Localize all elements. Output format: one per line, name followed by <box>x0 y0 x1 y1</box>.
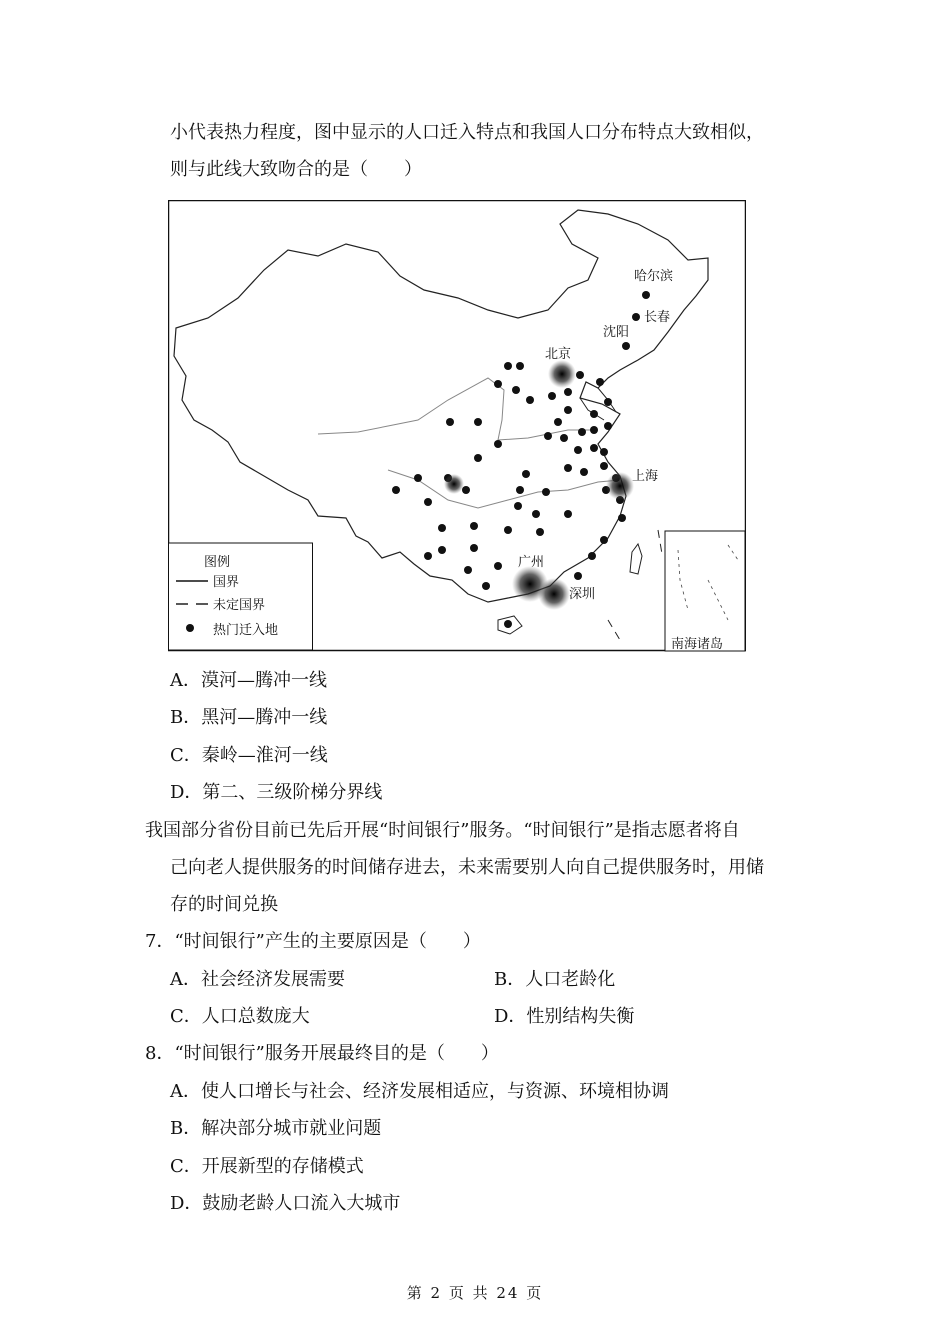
q8-stem: 8．“时间银行”服务开展最终目的是（ ） <box>145 1043 499 1064</box>
q6-option-b: B．黑河—腾冲一线 <box>170 707 328 728</box>
q8-option-d: D．鼓励老龄人口流入大城市 <box>170 1193 401 1214</box>
legend-title: 图例 <box>204 555 231 570</box>
q7-option-a: A．社会经济发展需要 <box>170 969 345 990</box>
passage-line-1: 我国部分省份目前已先后开展“时间银行”服务。“时间银行”是指志愿者将自 <box>145 820 740 841</box>
legend-undetermined-border: 未定国界 <box>213 598 266 613</box>
beijing-hotspot <box>548 360 576 388</box>
q7-stem: 7．“时间银行”产生的主要原因是（ ） <box>145 931 481 952</box>
q6-option-d: D．第二、三级阶梯分界线 <box>170 782 383 803</box>
q8-option-b: B．解决部分城市就业问题 <box>170 1118 382 1139</box>
city-label-shenzhen: 深圳 <box>569 587 596 602</box>
legend-hot-destination: 热门迁入地 <box>213 623 279 638</box>
city-label-shenyang: 沈阳 <box>603 325 630 340</box>
page-footer: 第 2 页 共 24 页 <box>406 1284 544 1302</box>
city-label-harbin: 哈尔滨 <box>634 269 674 284</box>
inset-label: 南海诸岛 <box>671 637 724 652</box>
passage-line-3: 存的时间兑换 <box>170 894 278 915</box>
q7-option-d: D．性别结构失衡 <box>494 1006 635 1027</box>
q7-option-c: C．人口总数庞大 <box>170 1006 310 1027</box>
shenzhen-hotspot <box>538 578 570 610</box>
intro-line-2: 则与此线大致吻合的是（ ） <box>170 159 422 180</box>
chengdu-hotspot <box>444 474 464 494</box>
q8-option-c: C．开展新型的存储模式 <box>170 1156 364 1177</box>
china-migration-map <box>168 200 746 652</box>
q6-option-c: C．秦岭—淮河一线 <box>170 745 328 766</box>
q6-option-a: A．漠河—腾冲一线 <box>170 670 327 691</box>
map-legend <box>169 543 313 650</box>
legend-dot-icon <box>186 624 194 632</box>
legend-national-border: 国界 <box>213 575 240 590</box>
passage-line-2: 己向老人提供服务的时间储存进去，未来需要别人向自己提供服务时，用储 <box>170 857 764 878</box>
shanghai-hotspot <box>606 472 634 500</box>
city-label-changchun: 长春 <box>644 310 671 325</box>
city-label-beijing: 北京 <box>545 347 572 362</box>
city-label-guangzhou: 广州 <box>518 555 545 570</box>
city-label-shanghai: 上海 <box>632 469 659 484</box>
q8-option-a: A．使人口增长与社会、经济发展相适应，与资源、环境相协调 <box>170 1081 669 1102</box>
q7-option-b: B．人口老龄化 <box>494 969 616 990</box>
south-sea-inset <box>665 531 745 651</box>
intro-line-1: 小代表热力程度，图中显示的人口迁入特点和我国人口分布特点大致相似， <box>170 122 764 143</box>
